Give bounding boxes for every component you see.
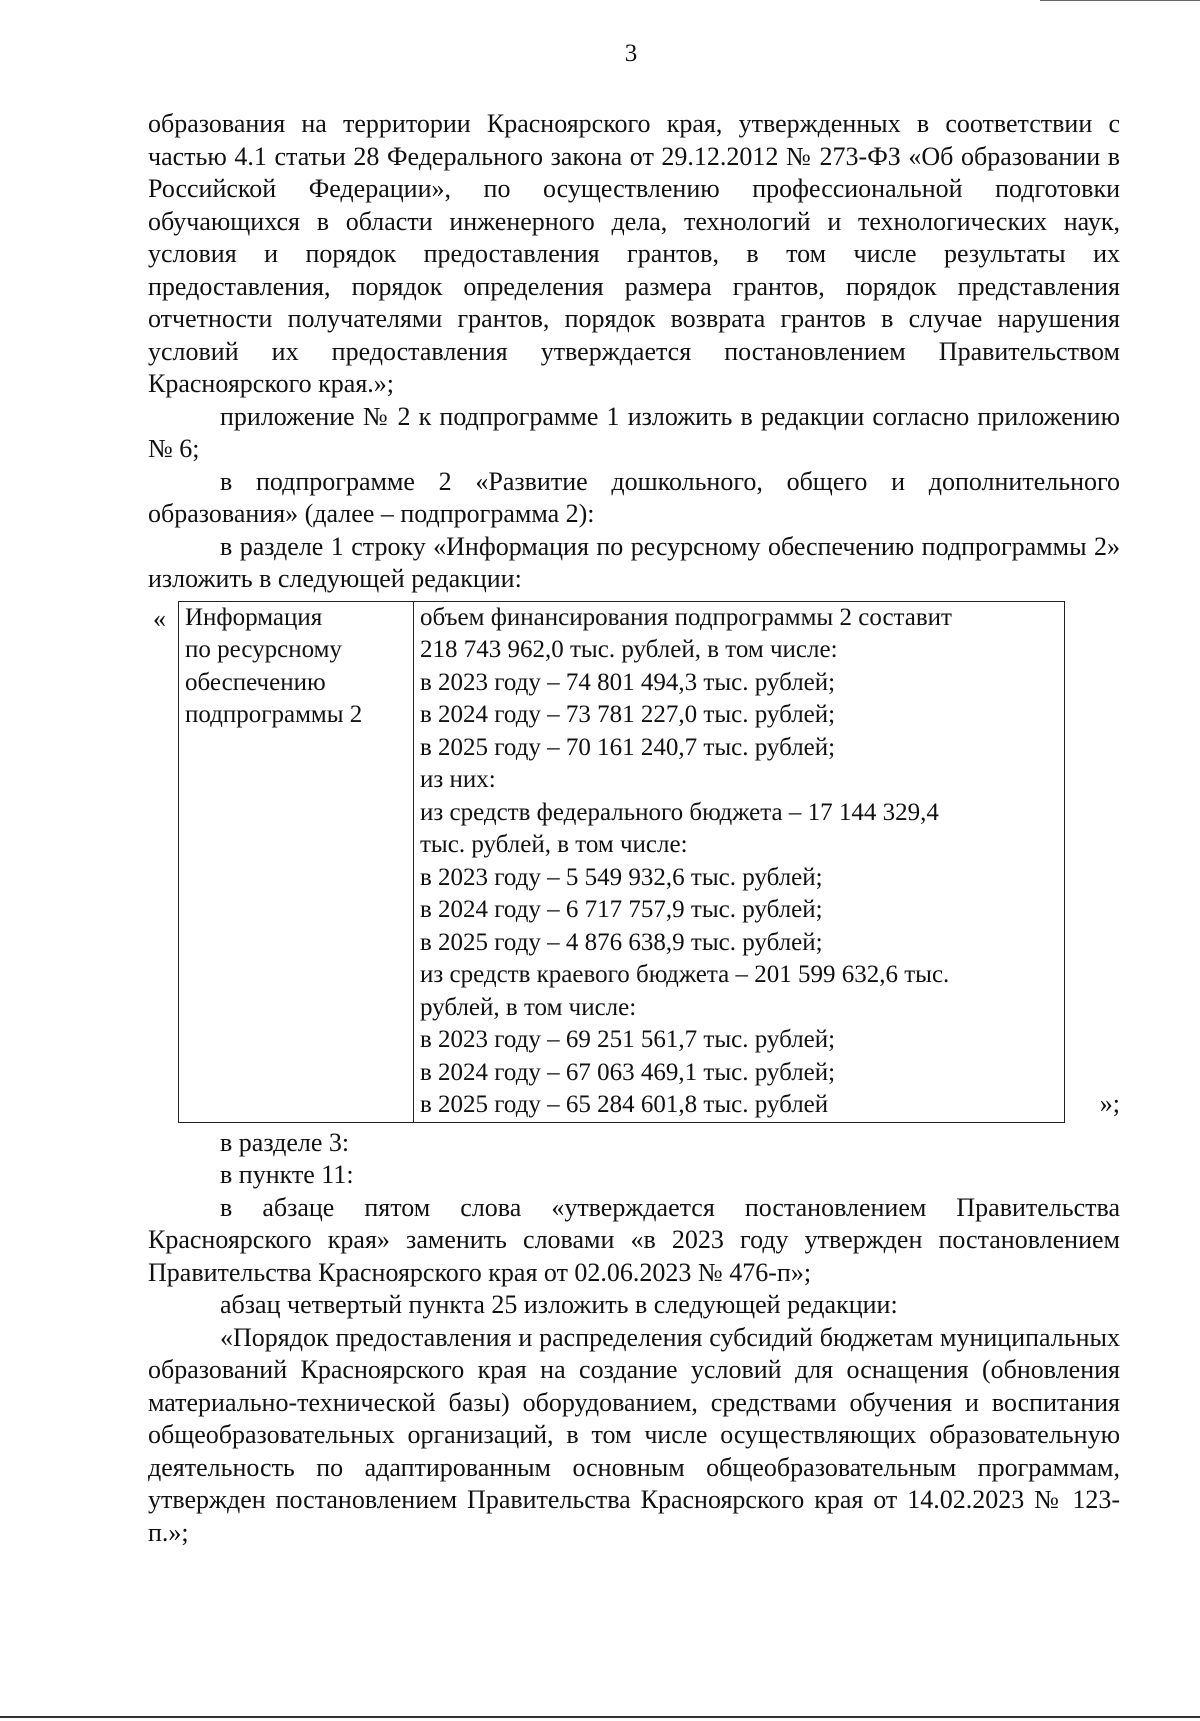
paragraph-subprogram-2: в подпрограмме 2 «Развитие дошкольного, общего и дополнительного образования» (далее – подпрограмма 2): bbox=[148, 466, 1120, 528]
label-line: подпрограммы 2 bbox=[185, 701, 363, 728]
paragraph-subsidy-order: «Порядок предоставления и распределения субсидий бюджетам муниципальных образований Красноярского края на создание условий для оснащения (обновления материально-технической базы) оборудованием, средствами обучения и воспитания общеобразовательных организаций, в том числе осуществляющих образовательную деятельность по адаптированным основным общеобразовательным программам, утвержден постановлением Правительства Красноярского края от 14.02.2023 № 123-п.»; bbox=[148, 1322, 1120, 1547]
page-number: 3 bbox=[624, 40, 638, 67]
value-line: в 2023 году – 69 251 561,7 тыс. рублей; bbox=[420, 1026, 836, 1053]
label-line: обеспечению bbox=[185, 668, 326, 696]
value-line: из средств краевого бюджета – 201 599 632,6 тыс. bbox=[420, 961, 950, 988]
scan-bottom-edge bbox=[0, 1716, 1200, 1718]
table-label-cell bbox=[179, 601, 414, 1122]
paragraph-point-11: в пункте 11: bbox=[220, 1160, 354, 1189]
paragraph-appendix-2: приложение № 2 к подпрограмме 1 изложить в редакции согласно приложению № 6; bbox=[148, 401, 1120, 463]
table-close-quote: »; bbox=[1099, 1089, 1120, 1118]
table-open-quote: « bbox=[153, 603, 166, 633]
paragraph-abzac-4: абзац четвертый пункта 25 изложить в следующей редакции: bbox=[220, 1290, 898, 1319]
value-line: тыс. рублей, в том числе: bbox=[420, 831, 688, 858]
value-line: в 2023 году – 5 549 932,6 тыс. рублей; bbox=[420, 863, 823, 891]
value-line: рублей, в том числе: bbox=[420, 993, 637, 1021]
paragraph-section-1: в разделе 1 строку «Информация по ресурсному обеспечению подпрограммы 2» изложить в следующей редакции: bbox=[148, 531, 1120, 593]
value-line: из средств федерального бюджета – 17 144 329,4 bbox=[420, 798, 939, 826]
paragraph-section-3: в разделе 3: bbox=[220, 1127, 350, 1157]
paragraph-continuation: образования на территории Красноярского края, утвержденных в соответствии с частью 4.1 статьи 28 Федерального закона от 29.12.2012 № 273-ФЗ «Об образовании в Российской Федерации», по осуществлению профессиональной подготовки обучающихся в области инженерного дела, технологий и технологических наук, условия и порядок предоставления грантов, в том числе результаты их предоставления, порядок определения размера грантов, порядок представления отчетности получателями грантов, порядок возврата грантов в случае нарушения условий их предоставления утверждается постановлением Правительством Красноярского края.»; bbox=[148, 109, 1120, 398]
value-line: в 2024 году – 67 063 469,1 тыс. рублей; bbox=[420, 1058, 836, 1086]
value-line: из них: bbox=[420, 766, 496, 793]
table-row bbox=[179, 601, 1065, 1122]
value-line: объем финансирования подпрограммы 2 составит bbox=[420, 603, 952, 631]
paragraph-abzac-5: в абзаце пятом слова «утверждается постановлением Правительства Красноярского края» заменить словами «в 2023 году утвержден постановлением Правительства Красноярского края от 02.06.2023 № 476-п»; bbox=[148, 1192, 1120, 1287]
document-body bbox=[148, 108, 1120, 1549]
scan-edge-rule bbox=[1040, 0, 1200, 1]
label-line: Информация bbox=[185, 603, 323, 631]
resource-table-block bbox=[148, 601, 1120, 1123]
value-line: в 2024 году – 73 781 227,0 тыс. рублей; bbox=[420, 701, 836, 728]
value-line: в 2024 году – 6 717 757,9 тыс. рублей; bbox=[420, 896, 823, 923]
label-line: по ресурсному bbox=[185, 636, 342, 663]
value-line: в 2025 году – 4 876 638,9 тыс. рублей; bbox=[420, 928, 823, 956]
value-line: в 2025 году – 70 161 240,7 тыс. рублей; bbox=[420, 733, 836, 761]
resource-table bbox=[178, 601, 1065, 1123]
value-line: в 2023 году – 74 801 494,3 тыс. рублей; bbox=[420, 668, 836, 696]
value-line: 218 743 962,0 тыс. рублей, в том числе: bbox=[420, 636, 838, 663]
table-value-cell bbox=[414, 601, 1065, 1122]
value-line: в 2025 году – 65 284 601,8 тыс. рублей bbox=[420, 1091, 829, 1118]
